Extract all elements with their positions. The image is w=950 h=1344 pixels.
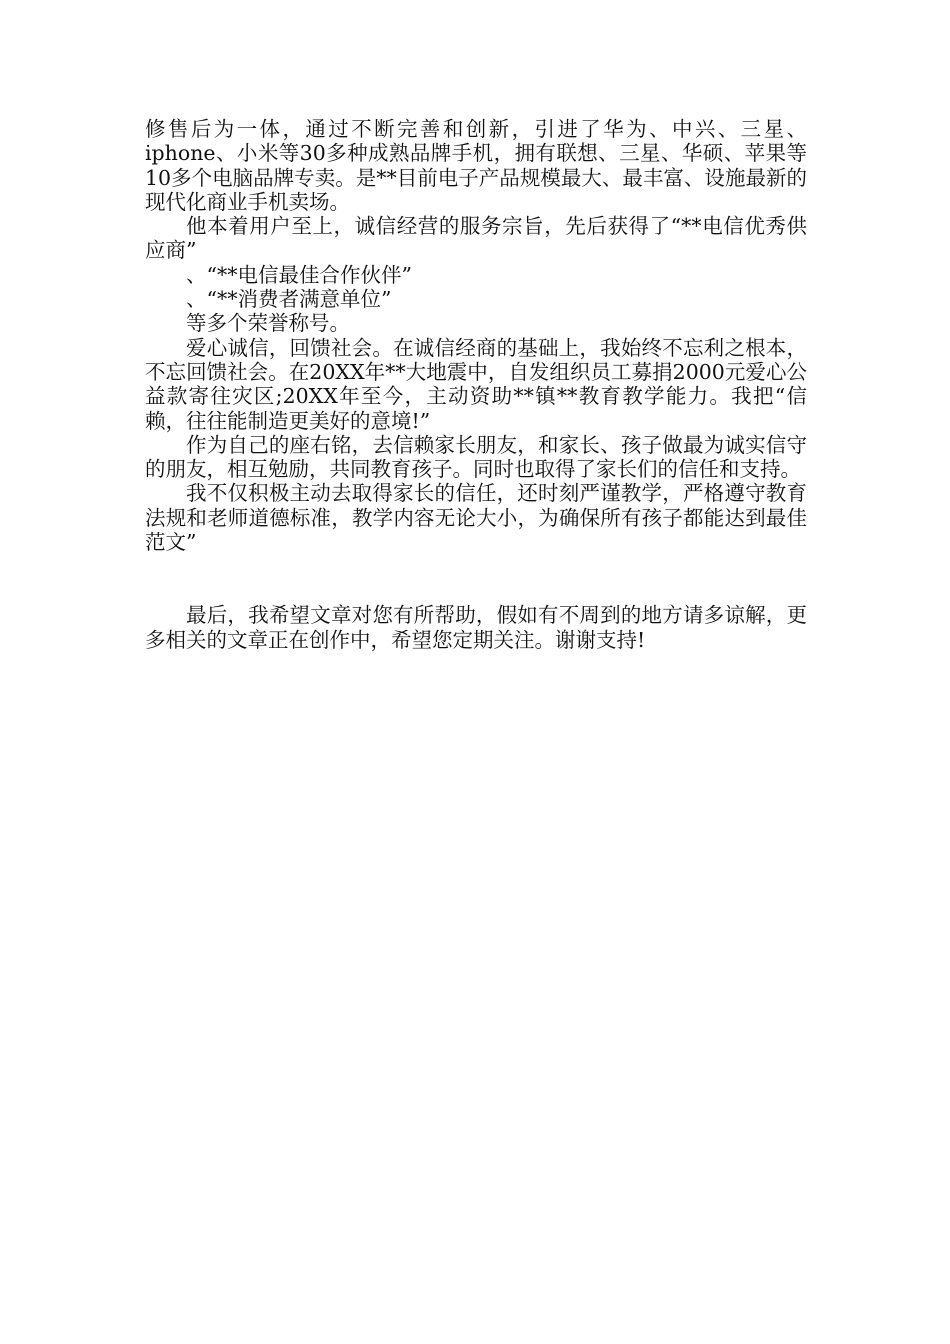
paragraph-teaching: 我不仅积极主动去取得家长的信任，还时刻严谨教学，严格遵守教育法规和老师道德标准，教学内容无论大小，为确保所有孩子都能达到最佳范文” [145,481,807,555]
paragraph-honors: 等多个荣誉称号。 [186,311,350,336]
paragraph-motto: 作为自己的座右铭，去信赖家长朋友，和家长、孩子做最为诚实信守的朋友，相互勉励，共同教育孩子。同时也取得了家长们的信任和支持。 [145,432,807,482]
paragraph-charity: 爱心诚信，回馈社会。在诚信经商的基础上，我始终不忘利之根本，不忘回馈社会。在20XX年**大地震中，自发组织员工募捐2000元爱心公益款寄往灾区;20XX年至今，主动资助**镇**教育教学能力。我把“信赖，往往能制造更美好的意境!” [145,335,807,433]
paragraph-award-partner: 、“**电信最佳合作伙伴” [186,262,412,287]
paragraph-closing: 最后，我希望文章对您有所帮助，假如有不周到的地方请多谅解，更多相关的文章正在创作中，希望您定期关注。谢谢支持! [145,603,807,652]
document-body [145,117,807,652]
paragraph-award-satisfaction: 、“**消费者满意单位” [186,287,392,312]
paragraph-gap [145,554,807,603]
paragraph-intro: 修售后为一体，通过不断完善和创新，引进了华为、中兴、三星、iphone、小米等30多种成熟品牌手机，拥有联想、三星、华硕、苹果等10多个电脑品牌专卖。是**目前电子产品规模最大、最丰富、设施最新的现代化商业手机卖场。 [145,117,807,214]
paragraph-service: 他本着用户至上，诚信经营的服务宗旨，先后获得了“**电信优秀供应商” [145,214,807,263]
